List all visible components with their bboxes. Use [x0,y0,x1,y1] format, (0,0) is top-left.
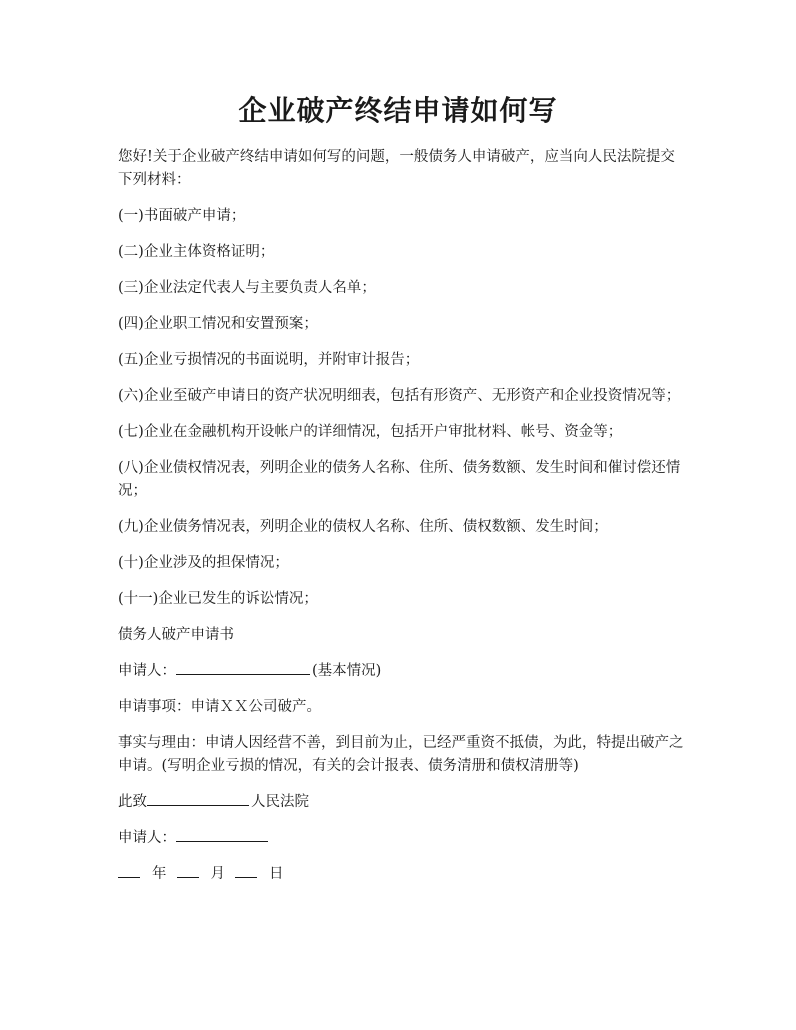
document-title: 企业破产终结申请如何写 [238,94,558,127]
addressee-line [118,791,688,814]
applicant-suffix: (基本情况) [312,663,382,679]
date-line [118,863,688,886]
applicant-label: 申请人： [118,663,176,679]
day-label: 日 [269,866,284,882]
court-blank [147,791,249,806]
signature-line [118,827,688,850]
list-item: (三)企业法定代表人与主要负责人名单； [118,280,376,296]
list-item: (六)企业至破产申请日的资产状况明细表，包括有形资产、无形资产和企业投资情况等； [118,388,681,404]
applicant-blank [176,660,310,675]
list-item: (五)企业亏损情况的书面说明，并附审计报告； [118,352,420,368]
list-item: (八)企业债权情况表，列明企业的债务人名称、住所、债务数额、发生时间和催讨偿还情况； [118,460,681,499]
month-label: 月 [210,866,225,882]
list-item: (十)企业涉及的担保情况； [118,555,289,571]
applicant-line [118,660,688,683]
addressee-prefix: 此致 [118,794,147,810]
list-item: (七)企业在金融机构开设帐户的详细情况，包括开户审批材料、帐号、资金等； [118,424,623,440]
facts-paragraph: 事实与理由：申请人因经营不善，到目前为止，已经严重资不抵债，为此，特提出破产之申请。(写明企业亏损的情况，有关的会计报表、债务清册和债权清册等) [118,735,684,774]
signature-blank [176,827,268,842]
form-heading: 债务人破产申请书 [118,627,234,643]
list-item: (一)书面破产申请； [118,208,246,224]
addressee-suffix: 人民法院 [251,794,309,810]
year-blank [118,863,140,878]
matter-paragraph: 申请事项：申请ＸＸ公司破产。 [118,699,321,715]
intro-paragraph: 您好!关于企业破产终结申请如何写的问题，一般债务人申请破产，应当向人民法院提交下列材料： [118,149,675,188]
list-item: (四)企业职工情况和安置预案； [118,316,318,332]
list-item: (九)企业债务情况表，列明企业的债权人名称、住所、债权数额、发生时间； [118,519,608,535]
month-blank [177,863,199,878]
list-item: (十一)企业已发生的诉讼情况； [118,591,318,607]
day-blank [235,863,257,878]
signature-label: 申请人： [118,830,176,846]
document-body [118,146,688,899]
year-label: 年 [152,866,167,882]
list-item: (二)企业主体资格证明； [118,244,275,260]
